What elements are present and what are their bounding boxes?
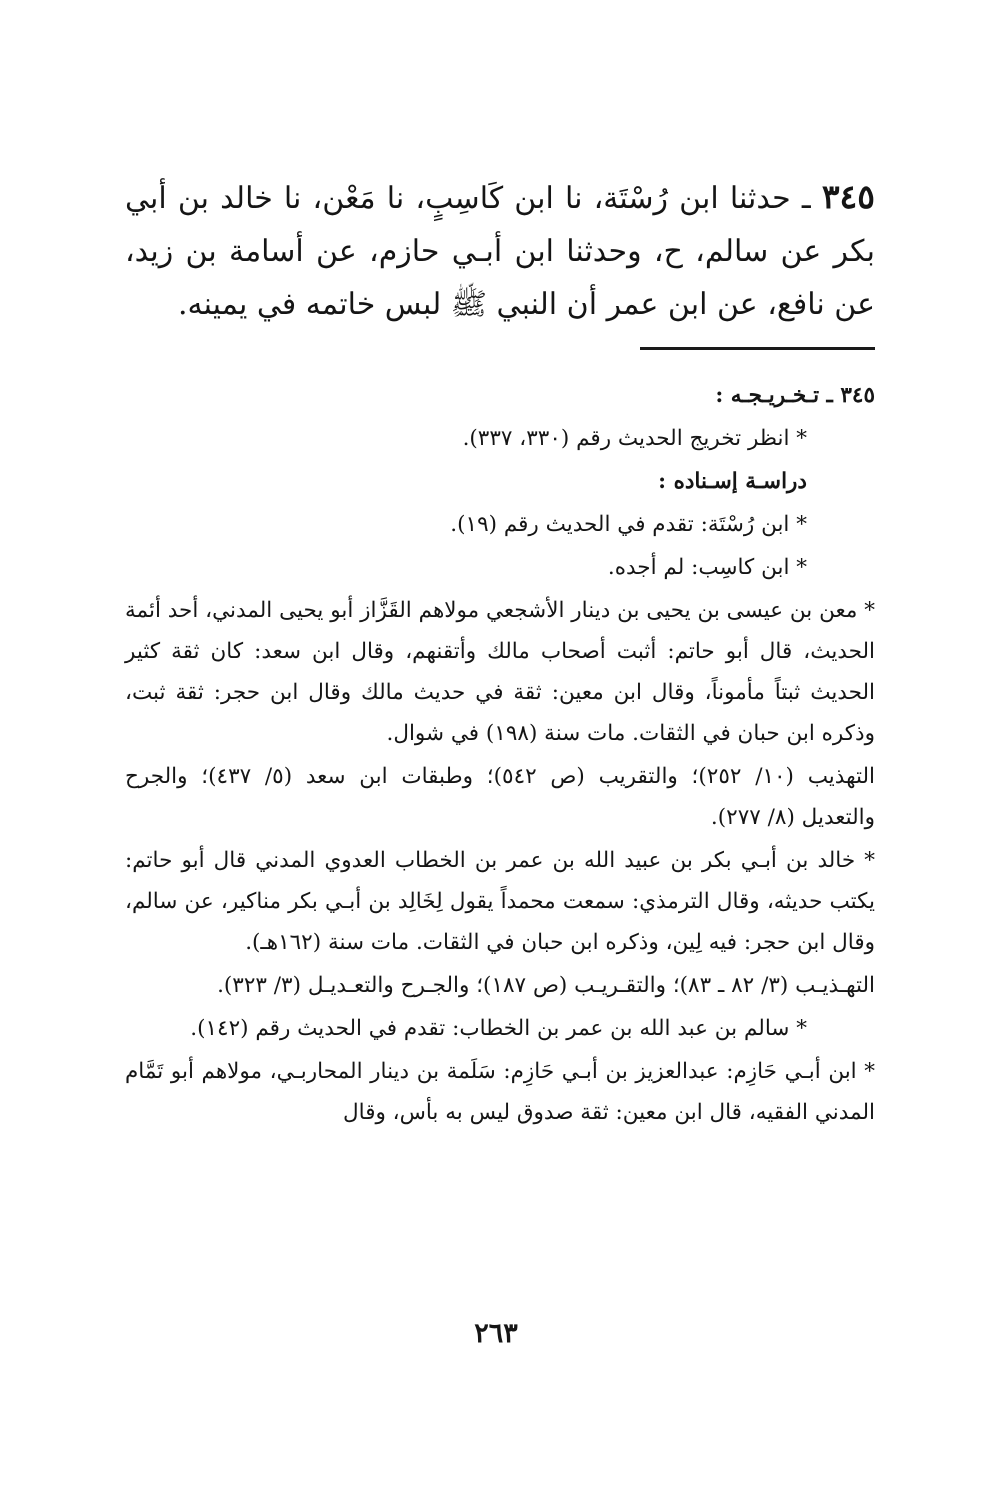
narrator-khalid: * خالد بن أبـي بكر بن عبيد الله بن عمر بن الخطاب العدوي المدني قال أبو حاتم: يكتب حديثه، وقال الترمذي: سمعت محمداً يقول لِخَالِد بن أبـي بكر مناكير، عن سالم، وقال ابن حجر: فيه لِين، وذكره ابن حبان في الثقات. مات سنة (١٦٢هـ). xyxy=(125,848,875,955)
narrator-maan: * معن بن عيسى بن يحيى بن دينار الأشجعي مولاهم القَزَّاز أبو يحيى المدني، أحد أئمة الحديث، قال أبو حاتم: أثبت أصحاب مالك وأتقنهم، وقال ابن سعد: كان ثقة كثير الحديث ثبتاً مأموناً، وقال ابن معين: ثقة في حديث مالك وقال ابن حجر: ثقة ثبت، وذكره ابن حبان في الثقات. مات سنة (١٩٨) في شوال. xyxy=(125,598,875,746)
narrator-kasib: * ابن كاسِب: لم أجده. xyxy=(607,555,807,580)
footnote-divider xyxy=(640,347,875,350)
narrator-salim: * سالم بن عبد الله بن عمر بن الخطاب: تقدم في الحديث رقم (١٤٢). xyxy=(190,1016,807,1041)
isnad-heading: دراسـة إسـناده : xyxy=(658,469,807,494)
hadith-body: حدثنا ابن رُسْتَة، نا ابن كَاسِبٍ، نا مَعْن، نا خالد بن أبي بكر عن سالم، ح، وحدثنا ابن أبـي حازم، عن أسامة بن زيد، عن نافع، عن ابن عمر أن النبي ﷺ لبس خاتمه في يمينه. xyxy=(125,181,875,322)
page-number: ٢٦٣ xyxy=(474,1318,518,1349)
hadith-text xyxy=(125,170,875,331)
narrator-khalid-refs: التهـذيـب (٣/ ٨٢ ـ ٨٣)؛ والتقـريـب (ص ١٨٧)؛ والجـرح والتعـديـل (٣/ ٣٢٣). xyxy=(217,973,875,998)
takhrij-line: * انظر تخريج الحديث رقم (٣٣٠، ٣٣٧). xyxy=(462,426,807,451)
narrator-maan-refs: التهذيب (١٠/ ٢٥٢)؛ والتقريب (ص ٥٤٢)؛ وطبقات ابن سعد (٥/ ٤٣٧)؛ والجرح والتعديل (٨/ ٢٧٧). xyxy=(125,764,875,830)
narrator-rustah: * ابن رُسْتَة: تقدم في الحديث رقم (١٩). xyxy=(450,512,807,537)
narrator-abi-hazim: * ابن أبـي حَازِم: عبدالعزيز بن أبـي حَازِم: سَلَمة بن دينار المحاربـي، مولاهم أبو تَمَّام المدني الفقيه، قال ابن معين: ثقة صدوق ليس به بأس، وقال xyxy=(125,1059,875,1125)
footnotes xyxy=(125,375,875,1135)
takhrij-heading: ٣٤٥ ـ تـخـريـجـه : xyxy=(715,383,875,408)
hadith-dash: ـ xyxy=(790,181,822,216)
hadith-number: ٣٤٥ xyxy=(821,177,875,216)
